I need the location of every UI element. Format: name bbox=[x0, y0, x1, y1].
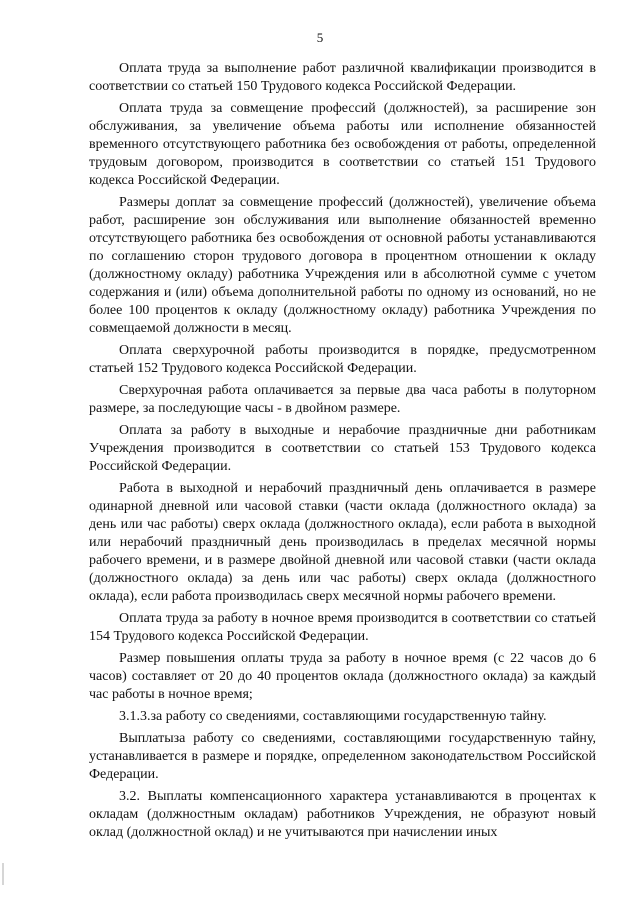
paragraph-9: Размер повышения оплаты труда за работу в ночное время (с 22 часов до 6 часов) составляет от 20 до 40 процентов оклада (должностного оклада) за каждый час работы в ночное время; bbox=[89, 651, 596, 702]
paragraph-10: 3.1.3.за работу со сведениями, составляющими государственную тайну. bbox=[119, 709, 547, 724]
paragraph-12: 3.2. Выплаты компенсационного характера устанавливаются в процентах к окладам (должностным окладам) работников Учреждения, не образуют новый оклад (должностной оклад) и не учитываются при начислении иных bbox=[89, 789, 596, 840]
page-number: 5 bbox=[316, 30, 324, 45]
document-body bbox=[89, 60, 596, 846]
paragraph-7: Работа в выходной и нерабочий праздничный день оплачивается в размере одинарной дневной или часовой ставки (части оклада (должностного оклада) за день или час работы) сверх оклада (должностного оклада), если работа в выходной или нерабочий праздничный день производилась в пределах месячной нормы рабочего времени, и в размере двойной дневной или часовой ставки (части оклада (должностного оклада) за день или час работы) сверх оклада (должностного оклада), если работа производилась сверх месячной нормы рабочего времени. bbox=[89, 481, 596, 604]
paragraph-8: Оплата труда за работу в ночное время производится в соответствии со статьей 154 Трудового кодекса Российской Федерации. bbox=[89, 611, 596, 644]
paragraph-4: Оплата сверхурочной работы производится в порядке, предусмотренном статьей 152 Трудового кодекса Российской Федерации. bbox=[89, 343, 596, 376]
paragraph-1: Оплата труда за выполнение работ различной квалификации производится в соответствии со статьей 150 Трудового кодекса Российской Федерации. bbox=[89, 61, 596, 94]
paragraph-2: Оплата труда за совмещение профессий (должностей), за расширение зон обслуживания, за увеличение объема работы или исполнение обязанностей временного отсутствующего работника без освобождения от работы, определенной трудовым договором, производится в соответствии со статьей 151 Трудового кодекса Российской Федерации. bbox=[89, 101, 596, 188]
paragraph-11: Выплатыза работу со сведениями, составляющими государственную тайну, устанавливается в размере и порядке, определенном законодательством Российской Федерации. bbox=[89, 731, 596, 782]
paragraph-3: Размеры доплат за совмещение профессий (должностей), увеличение объема работ, расширение зон обслуживания или выполнение обязанностей временно отсутствующего работника без освобождения от основной работы устанавливаются по соглашению сторон трудового договора в процентном отношении к окладу (должностному окладу) работника Учреждения или в абсолютной сумме с учетом содержания и (или) объема дополнительной работы по одному из оснований, но не более 100 процентов к окладу (должностному окладу) работника Учреждения по совмещаемой должности в месяц. bbox=[89, 195, 596, 336]
paragraph-6: Оплата за работу в выходные и нерабочие праздничные дни работникам Учреждения производится в соответствии со статьей 153 Трудового кодекса Российской Федерации. bbox=[89, 423, 596, 474]
paragraph-5: Сверхурочная работа оплачивается за первые два часа работы в полуторном размере, за последующие часы - в двойном размере. bbox=[89, 383, 596, 416]
scan-margin-mark bbox=[2, 863, 4, 885]
